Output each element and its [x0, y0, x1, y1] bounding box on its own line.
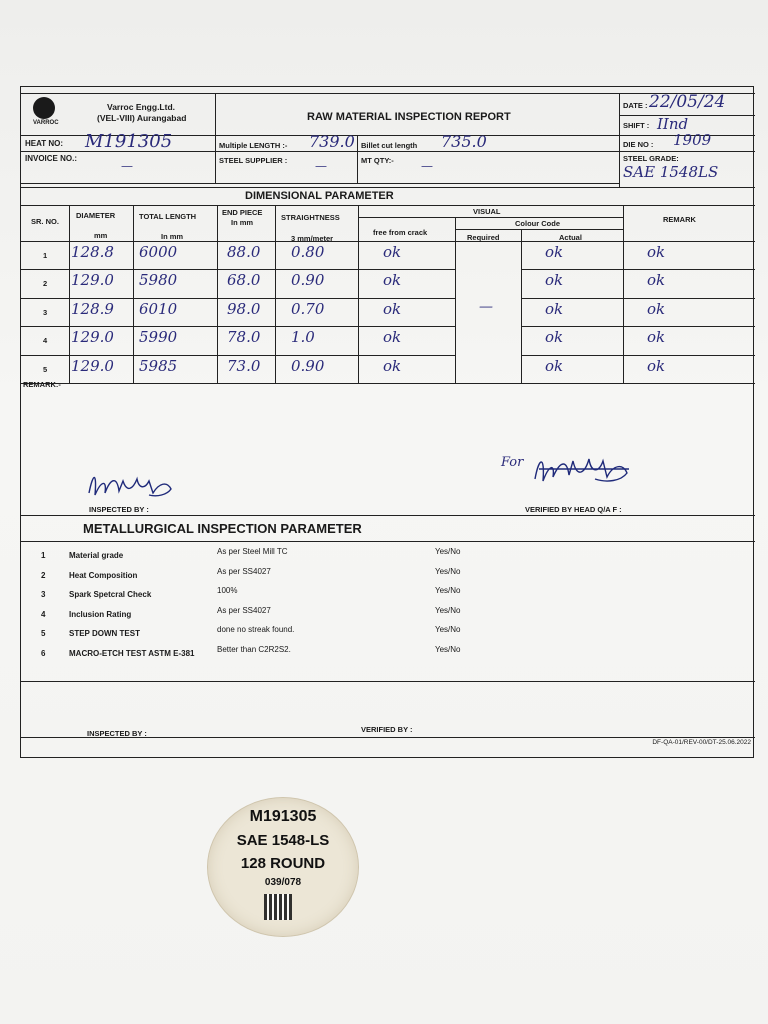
tag-size: 128 ROUND: [240, 855, 326, 872]
row-length: 5980: [139, 271, 178, 290]
divider: [619, 151, 755, 152]
material-tag-sticker: [207, 797, 359, 937]
met-row-number: 2: [41, 570, 46, 580]
row-crack: ok: [383, 271, 402, 290]
met-row-parameter: Material grade: [69, 551, 124, 560]
row-actual: ok: [545, 356, 564, 375]
divider: [21, 187, 755, 188]
divider: [21, 541, 755, 542]
row-end-piece: 73.0: [227, 356, 261, 375]
qr-code-icon: [264, 894, 292, 920]
row-remark: ok: [647, 271, 666, 290]
row-divider: [521, 298, 755, 299]
billet-cut-label: Billet cut length: [361, 141, 418, 150]
met-inspected-by-label: INSPECTED BY :: [87, 729, 147, 738]
logo-text: VARROC: [33, 120, 59, 126]
divider: [21, 93, 755, 94]
row-sr-no: 5: [43, 364, 48, 374]
met-verified-by-label: VERIFIED BY :: [361, 725, 413, 734]
row-divider: [21, 326, 455, 327]
multiple-length-value: 739.0: [309, 132, 355, 151]
met-row-number: 6: [41, 649, 46, 658]
inspector-signature: [83, 467, 183, 501]
divider: [358, 217, 623, 218]
met-row-yes-no: Yes/No: [435, 645, 461, 654]
verifier-signature: [529, 449, 639, 489]
col-divider: [217, 205, 218, 383]
row-length: 6000: [139, 243, 178, 261]
row-diameter: 128.9: [71, 299, 114, 318]
divider: [215, 93, 216, 183]
divider: [21, 515, 755, 516]
met-row-standard: As per SS4027: [217, 605, 271, 615]
shift-value: IInd: [657, 115, 689, 133]
row-divider: [521, 269, 755, 270]
row-remark: ok: [647, 356, 666, 375]
varroc-logo-mark-icon: [33, 97, 55, 119]
col-straightness: STRAIGHTNESS: [281, 213, 340, 222]
company-unit: (VEL-VIII) Aurangabad: [97, 113, 187, 123]
col-straightness-unit: 3 mm/meter: [291, 234, 334, 243]
signature-prefix: For: [501, 455, 524, 470]
row-diameter: 129.0: [71, 356, 114, 375]
steel-supplier-label: STEEL SUPPLIER :: [219, 156, 288, 165]
met-row-number: 1: [41, 551, 46, 560]
divider: [619, 93, 620, 187]
divider: [21, 205, 755, 206]
met-row-standard: As per SS4027: [217, 566, 271, 576]
heat-no-value: M191305: [85, 131, 173, 152]
row-sr-no: 2: [43, 279, 48, 289]
row-actual: ok: [545, 299, 564, 318]
row-actual: ok: [545, 328, 564, 347]
mt-qty-label: MT QTY:-: [361, 156, 394, 165]
divider: [21, 681, 755, 682]
inspection-report-sheet: [20, 86, 754, 758]
col-end-piece: END PIECE: [222, 208, 263, 217]
row-length: 5985: [139, 356, 178, 375]
row-actual: ok: [545, 243, 564, 261]
row-straightness: 1.0: [291, 328, 315, 347]
tag-heat-no: M191305: [249, 808, 317, 825]
met-row-number: 4: [41, 609, 46, 619]
shift-label: SHIFT :: [623, 121, 650, 130]
met-row-standard: As per Steel Mill TC: [217, 547, 288, 556]
dimensional-title: DIMENSIONAL PARAMETER: [245, 190, 394, 202]
row-straightness: 0.80: [291, 243, 325, 261]
divider: [21, 737, 755, 738]
col-diameter-unit: mm: [94, 231, 108, 240]
col-divider: [275, 205, 276, 383]
row-divider: [21, 269, 455, 270]
heat-no-label: HEAT NO:: [25, 139, 64, 148]
row-actual: ok: [545, 271, 564, 290]
col-divider: [358, 205, 359, 383]
col-total-length-unit: In mm: [161, 232, 184, 241]
divider: [21, 241, 755, 242]
met-row-yes-no: Yes/No: [435, 586, 461, 596]
invoice-value: —: [121, 159, 133, 173]
row-end-piece: 78.0: [227, 328, 261, 347]
row-crack: ok: [383, 356, 402, 375]
divider: [21, 183, 619, 184]
met-row-yes-no: Yes/No: [435, 605, 461, 615]
row-length: 5990: [139, 328, 178, 347]
tag-count: 039/078: [264, 877, 302, 888]
remark-label: REMARK:-: [23, 380, 61, 389]
date-label: DATE :: [623, 101, 648, 110]
col-total-length: TOTAL LENGTH: [139, 212, 197, 221]
row-straightness: 0.90: [291, 356, 325, 375]
met-row-parameter: Inclusion Rating: [69, 609, 132, 619]
document-reference: DF-QA-01/REV-00/DT-25.06.2022: [652, 739, 751, 746]
steel-grade-value: SAE 1548LS: [623, 163, 719, 181]
met-row-parameter: Spark Spetcral Check: [69, 590, 152, 600]
mt-qty-value: —: [421, 159, 433, 173]
row-crack: ok: [383, 328, 402, 347]
row-sr-no: 1: [43, 251, 48, 260]
billet-cut-value: 735.0: [441, 132, 487, 151]
steel-supplier-value: —: [315, 159, 327, 173]
die-no-value: 1909: [673, 131, 712, 149]
met-row-number: 3: [41, 590, 46, 600]
row-sr-no: 4: [43, 336, 48, 346]
row-remark: ok: [647, 243, 666, 261]
invoice-label: INVOICE NO.:: [25, 154, 78, 163]
inspected-by-label: INSPECTED BY :: [89, 505, 149, 514]
row-remark: ok: [647, 299, 666, 318]
row-divider: [21, 298, 455, 299]
row-straightness: 0.90: [291, 271, 325, 290]
divider: [21, 383, 755, 384]
multiple-length-label: Multiple LENGTH :-: [219, 141, 288, 150]
col-visual: VISUAL: [473, 207, 501, 216]
row-straightness: 0.70: [291, 299, 325, 318]
row-diameter: 128.8: [71, 243, 114, 261]
row-remark: ok: [647, 328, 666, 347]
col-sr-no: SR. NO.: [31, 217, 59, 226]
col-divider: [69, 205, 70, 383]
row-crack: ok: [383, 243, 402, 261]
met-row-standard: done no streak found.: [217, 625, 295, 635]
met-row-yes-no: Yes/No: [435, 566, 461, 576]
varroc-logo: [33, 97, 59, 126]
col-remark: REMARK: [663, 215, 696, 224]
report-title: RAW MATERIAL INSPECTION REPORT: [307, 111, 511, 123]
col-diameter: DIAMETER: [76, 211, 116, 220]
row-divider: [521, 326, 755, 327]
row-divider: [521, 355, 755, 356]
met-row-parameter: MACRO-ETCH TEST ASTM E-381: [69, 649, 195, 658]
met-row-parameter: STEP DOWN TEST: [69, 629, 140, 639]
die-no-label: DIE NO :: [623, 140, 654, 149]
company-name: Varroc Engg.Ltd.: [107, 102, 176, 112]
met-row-number: 5: [41, 629, 46, 639]
tag-grade: SAE 1548-LS: [236, 832, 330, 849]
divider: [357, 135, 358, 183]
metallurgical-title: METALLURGICAL INSPECTION PARAMETER: [83, 521, 362, 536]
colour-required-value: —: [479, 299, 493, 315]
row-diameter: 129.0: [71, 271, 114, 290]
row-crack: ok: [383, 299, 402, 318]
col-actual: Actual: [559, 233, 582, 242]
col-end-piece-unit: In mm: [231, 218, 254, 227]
verified-by-head-label: VERIFIED BY HEAD Q/A F :: [525, 505, 622, 514]
row-diameter: 129.0: [71, 328, 114, 347]
row-sr-no: 3: [43, 307, 48, 317]
row-end-piece: 98.0: [227, 299, 261, 318]
met-row-standard: 100%: [217, 586, 238, 596]
row-divider: [21, 355, 455, 356]
date-value: 22/05/24: [649, 92, 726, 112]
met-row-yes-no: Yes/No: [435, 625, 461, 635]
col-divider: [623, 205, 624, 383]
met-row-yes-no: Yes/No: [435, 547, 461, 556]
row-end-piece: 68.0: [227, 271, 261, 290]
met-row-standard: Better than C2R2S2.: [217, 645, 291, 654]
row-length: 6010: [139, 299, 178, 318]
divider: [455, 229, 623, 230]
col-required: Required: [467, 233, 500, 242]
steel-grade-label: STEEL GRADE:: [623, 154, 679, 163]
col-free-from-crack: free from crack: [373, 228, 428, 237]
col-colour-code: Colour Code: [515, 219, 560, 228]
row-end-piece: 88.0: [227, 243, 261, 261]
col-divider: [521, 229, 522, 383]
col-divider: [133, 205, 134, 383]
met-row-parameter: Heat Composition: [69, 570, 138, 580]
